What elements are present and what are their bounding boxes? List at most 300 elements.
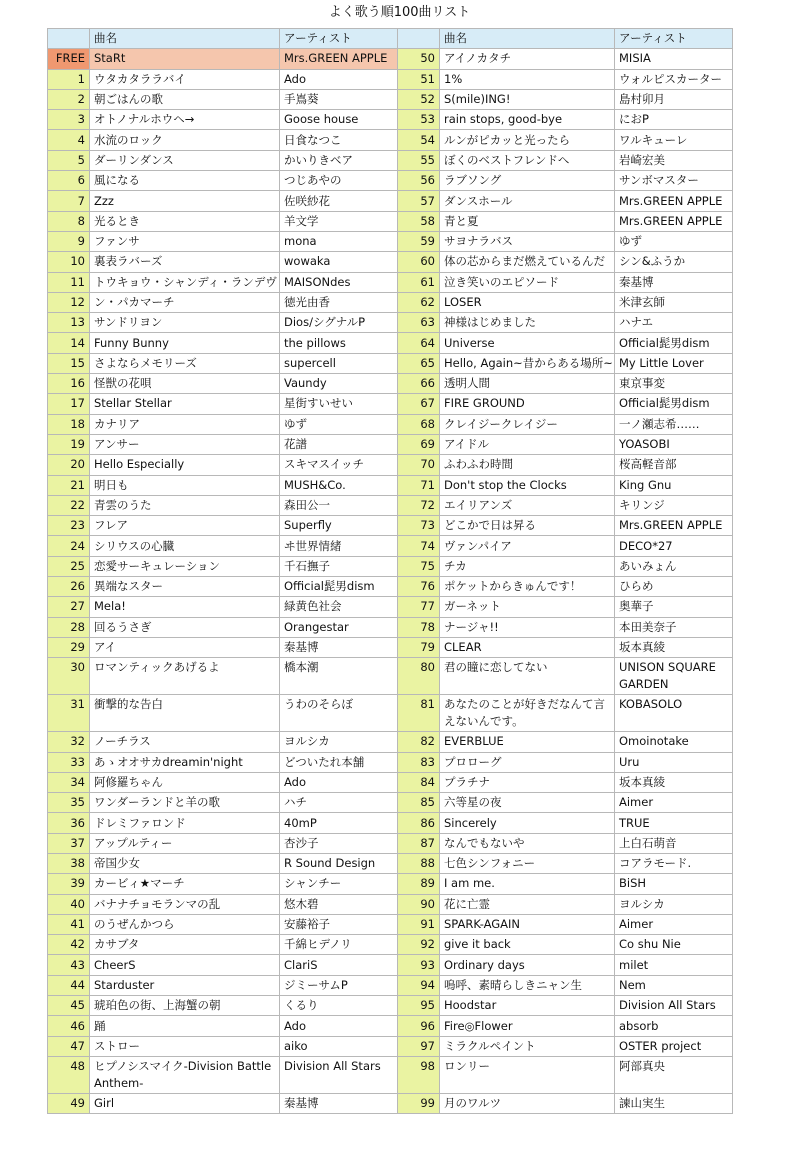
song-title-cell: StaRt (90, 49, 280, 69)
rank-number-cell: 91 (398, 914, 440, 934)
song-title-cell: CheerS (90, 955, 280, 975)
artist-cell: 上白石萌音 (615, 833, 733, 853)
artist-cell: ワルキューレ (615, 130, 733, 150)
table-row (48, 110, 733, 130)
rank-number-cell: 48 (48, 1056, 90, 1093)
rank-number-cell: 34 (48, 772, 90, 792)
rank-number-cell: 77 (398, 597, 440, 617)
song-title-cell: Fire◎Flower (440, 1016, 615, 1036)
artist-cell: ジミーサムP (280, 975, 398, 995)
rank-number-cell: 12 (48, 292, 90, 312)
rank-number-cell: 55 (398, 150, 440, 170)
table-row (48, 89, 733, 109)
song-title-cell: Stellar Stellar (90, 394, 280, 414)
rank-number-cell: 49 (48, 1093, 90, 1113)
rank-number-cell: 71 (398, 475, 440, 495)
rank-number-cell: 60 (398, 252, 440, 272)
song-title-cell-text: あなたのことが好きだなんて言えないんです。 (444, 697, 605, 729)
table-row (48, 434, 733, 454)
artist-cell: Omoinotake (615, 732, 733, 752)
artist-cell: 岩崎宏美 (615, 150, 733, 170)
song-title-cell-text: 衝撃的な告白 (94, 697, 163, 712)
song-title-cell: ワンダーランドと羊の歌 (90, 793, 280, 813)
artist-cell: supercell (280, 353, 398, 373)
rank-number-cell: 25 (48, 556, 90, 576)
song-title-cell: Funny Bunny (90, 333, 280, 353)
rank-number-cell: 97 (398, 1036, 440, 1056)
song-title-cell: 1% (440, 69, 615, 89)
song-title-cell: Hello, Again~昔からある場所~ (440, 353, 615, 373)
rank-number-cell: 24 (48, 536, 90, 556)
artist-cell: Division All Stars (615, 996, 733, 1016)
song-table (47, 28, 733, 1114)
song-title-cell: ストロー (90, 1036, 280, 1056)
song-title-cell: Mela! (90, 597, 280, 617)
rank-number-cell: 35 (48, 793, 90, 813)
song-title-cell: I am me. (440, 874, 615, 894)
artist-cell: Superfly (280, 516, 398, 536)
song-title-cell: 泣き笑いのエピソード (440, 272, 615, 292)
rank-number-cell: 86 (398, 813, 440, 833)
rank-number-cell: 52 (398, 89, 440, 109)
artist-cell (615, 658, 733, 695)
artist-cell: 悠木碧 (280, 894, 398, 914)
table-row (48, 211, 733, 231)
rank-number-cell: 99 (398, 1093, 440, 1113)
rank-number-cell: 42 (48, 935, 90, 955)
rank-number-cell: 80 (398, 658, 440, 695)
table-row (48, 772, 733, 792)
song-title-cell: 怪獣の花唄 (90, 374, 280, 394)
song-title-cell: FIRE GROUND (440, 394, 615, 414)
rank-number-cell: 43 (48, 955, 90, 975)
artist-cell: どついたれ本舗 (280, 752, 398, 772)
artist-cell: Mrs.GREEN APPLE (615, 211, 733, 231)
song-title-cell: 琥珀色の街、上海蟹の朝 (90, 996, 280, 1016)
rank-number-cell: 78 (398, 617, 440, 637)
artist-cell: 千綿ヒデノリ (280, 935, 398, 955)
rank-number-cell: 10 (48, 252, 90, 272)
rank-number-cell: 3 (48, 110, 90, 130)
artist-cell: King Gnu (615, 475, 733, 495)
song-title-cell: アイノカタチ (440, 49, 615, 69)
free-label-cell: FREE (48, 49, 90, 69)
song-title-cell: アンサー (90, 434, 280, 454)
table-row (48, 617, 733, 637)
artist-cell: Uru (615, 752, 733, 772)
header-song-cell: 曲名 (440, 29, 615, 49)
song-title-cell: 恋愛サーキュレーション (90, 556, 280, 576)
artist-cell: 一ノ瀬志希…… (615, 414, 733, 434)
song-title-cell: アップルティー (90, 833, 280, 853)
artist-cell: Aimer (615, 914, 733, 934)
artist-cell: BiSH (615, 874, 733, 894)
rank-number-cell: 45 (48, 996, 90, 1016)
song-title-cell: サンドリヨン (90, 313, 280, 333)
table-row (48, 455, 733, 475)
rank-number-cell: 41 (48, 914, 90, 934)
artist-cell: 佐咲紗花 (280, 191, 398, 211)
song-title-cell: 花に亡霊 (440, 894, 615, 914)
rank-number-cell: 93 (398, 955, 440, 975)
song-title-cell: SPARK-AGAIN (440, 914, 615, 934)
rank-number-cell: 37 (48, 833, 90, 853)
artist-cell: Official髭男dism (280, 577, 398, 597)
rank-number-cell: 76 (398, 577, 440, 597)
song-title-cell: オトノナルホウヘ→ (90, 110, 280, 130)
song-title-cell: 透明人間 (440, 374, 615, 394)
song-title-cell: ふわふわ時間 (440, 455, 615, 475)
artist-cell: 40mP (280, 813, 398, 833)
artist-cell: 秦基博 (615, 272, 733, 292)
artist-cell: かいりきベア (280, 150, 398, 170)
song-title-cell: ヴァンパイア (440, 536, 615, 556)
song-title-cell: LOSER (440, 292, 615, 312)
artist-cell-text: Division All Stars (284, 1058, 381, 1073)
artist-cell: Goose house (280, 110, 398, 130)
rank-number-cell: 98 (398, 1056, 440, 1093)
rank-number-cell: 88 (398, 853, 440, 873)
artist-cell: YOASOBI (615, 434, 733, 454)
song-title-cell: 七色シンフォニー (440, 853, 615, 873)
artist-cell: MUSH&Co. (280, 475, 398, 495)
song-title-cell-text: 君の瞳に恋してない (444, 660, 548, 675)
artist-cell: 秦基博 (280, 637, 398, 657)
rank-number-cell: 16 (48, 374, 90, 394)
song-title-cell: 帝国少女 (90, 853, 280, 873)
artist-cell: MAISONdes (280, 272, 398, 292)
table-row (48, 414, 733, 434)
table-row (48, 1036, 733, 1056)
rank-number-cell: 1 (48, 69, 90, 89)
song-title-cell (90, 1056, 280, 1093)
header-number-cell (398, 29, 440, 49)
rank-number-cell: 74 (398, 536, 440, 556)
song-title-cell: ダーリンダンス (90, 150, 280, 170)
artist-cell: 本田美奈子 (615, 617, 733, 637)
song-title-cell: 神様はじめました (440, 313, 615, 333)
artist-cell: 東京事変 (615, 374, 733, 394)
song-title-cell (440, 695, 615, 732)
artist-cell: 島村卯月 (615, 89, 733, 109)
rank-number-cell: 2 (48, 89, 90, 109)
table-row (48, 231, 733, 251)
artist-cell: Nem (615, 975, 733, 995)
table-row (48, 894, 733, 914)
rank-number-cell: 8 (48, 211, 90, 231)
artist-cell: Ado (280, 1016, 398, 1036)
artist-cell: ヰ世界情緒 (280, 536, 398, 556)
header-song-cell: 曲名 (90, 29, 280, 49)
artist-cell: wowaka (280, 252, 398, 272)
artist-cell: aiko (280, 1036, 398, 1056)
table-row (48, 272, 733, 292)
artist-cell: Orangestar (280, 617, 398, 637)
song-title-cell: CLEAR (440, 637, 615, 657)
rank-number-cell: 96 (398, 1016, 440, 1036)
table-body (48, 29, 733, 1114)
artist-cell: コアラモード. (615, 853, 733, 873)
table-row (48, 191, 733, 211)
artist-cell: くるり (280, 996, 398, 1016)
artist-cell: つじあやの (280, 171, 398, 191)
rank-number-cell: 4 (48, 130, 90, 150)
rank-number-cell: 95 (398, 996, 440, 1016)
song-title-cell: ダンスホール (440, 191, 615, 211)
song-title-cell: ン・パカマーチ (90, 292, 280, 312)
song-title-cell: シリウスの心臓 (90, 536, 280, 556)
song-title-cell: Starduster (90, 975, 280, 995)
artist-cell: 安藤裕子 (280, 914, 398, 934)
artist-cell (615, 1056, 733, 1093)
artist-cell: Dios/シグナルP (280, 313, 398, 333)
song-title-cell: トウキョウ・シャンディ・ランデヴ (90, 272, 280, 292)
page-title: よく歌う順100曲リスト (328, 5, 471, 20)
table-row (48, 577, 733, 597)
rank-number-cell: 79 (398, 637, 440, 657)
rank-number-cell: 38 (48, 853, 90, 873)
table-row-free (48, 49, 733, 69)
artist-cell: 星街すいせい (280, 394, 398, 414)
rank-number-cell: 57 (398, 191, 440, 211)
song-title-cell: ルンがピカッと光ったら (440, 130, 615, 150)
artist-cell: ハナエ (615, 313, 733, 333)
song-title-cell (90, 695, 280, 732)
artist-cell (615, 695, 733, 732)
song-title-cell: Sincerely (440, 813, 615, 833)
rank-number-cell: 30 (48, 658, 90, 695)
artist-cell: mona (280, 231, 398, 251)
artist-cell: スキマスイッチ (280, 455, 398, 475)
rank-number-cell: 90 (398, 894, 440, 914)
song-title-cell: アイドル (440, 434, 615, 454)
song-title-cell: 回るうさぎ (90, 617, 280, 637)
table-row (48, 333, 733, 353)
table-row (48, 914, 733, 934)
rank-number-cell: 36 (48, 813, 90, 833)
artist-cell: あいみょん (615, 556, 733, 576)
rank-number-cell: 53 (398, 110, 440, 130)
song-title-cell: ウタカタララバイ (90, 69, 280, 89)
song-title-cell: さよならメモリーズ (90, 353, 280, 373)
table-row (48, 516, 733, 536)
table-row (48, 394, 733, 414)
rank-number-cell: 85 (398, 793, 440, 813)
rank-number-cell: 70 (398, 455, 440, 475)
table-row (48, 955, 733, 975)
song-title-cell-text: ヒプノシスマイク-Division Battle Anthem- (94, 1058, 272, 1090)
table-header-row (48, 29, 733, 49)
song-title-cell: どこかで日は昇る (440, 516, 615, 536)
rank-number-cell: 62 (398, 292, 440, 312)
artist-cell: ハチ (280, 793, 398, 813)
table-row (48, 752, 733, 772)
artist-cell: milet (615, 955, 733, 975)
rank-number-cell: 21 (48, 475, 90, 495)
rank-number-cell: 29 (48, 637, 90, 657)
rank-number-cell: 75 (398, 556, 440, 576)
artist-cell: 花譜 (280, 434, 398, 454)
rank-number-cell: 5 (48, 150, 90, 170)
artist-cell: 桜高軽音部 (615, 455, 733, 475)
table-row (48, 935, 733, 955)
rank-number-cell: 20 (48, 455, 90, 475)
table-row (48, 171, 733, 191)
table-row (48, 475, 733, 495)
song-title-cell: 裏表ラバーズ (90, 252, 280, 272)
table-row (48, 556, 733, 576)
rank-number-cell: 31 (48, 695, 90, 732)
rank-number-cell: 22 (48, 495, 90, 515)
song-title-cell: 水流のロック (90, 130, 280, 150)
song-title-cell: ドレミファロンド (90, 813, 280, 833)
artist-cell: ヨルシカ (615, 894, 733, 914)
artist-cell (280, 695, 398, 732)
song-title-cell: プロローグ (440, 752, 615, 772)
rank-number-cell: 82 (398, 732, 440, 752)
rank-number-cell: 11 (48, 272, 90, 292)
rank-number-cell: 81 (398, 695, 440, 732)
song-title-cell: ポケットからきゅんです！ (440, 577, 615, 597)
artist-cell-text: UNISON SQUARE GARDEN (619, 660, 716, 692)
song-title-cell: ファンサ (90, 231, 280, 251)
artist-cell: ウォルピスカーター (615, 69, 733, 89)
song-title-cell: ナージャ!! (440, 617, 615, 637)
artist-cell: Co shu Nie (615, 935, 733, 955)
artist-cell: 手嶌葵 (280, 89, 398, 109)
song-title-cell: 異端なスター (90, 577, 280, 597)
rank-number-cell: 84 (398, 772, 440, 792)
artist-cell: 奥華子 (615, 597, 733, 617)
artist-cell: OSTER project (615, 1036, 733, 1056)
song-title-cell (90, 658, 280, 695)
table-row (48, 313, 733, 333)
song-title-cell: ノーチラス (90, 732, 280, 752)
artist-cell: 坂本真綾 (615, 637, 733, 657)
song-title-cell: 光るとき (90, 211, 280, 231)
song-title-cell: give it back (440, 935, 615, 955)
rank-number-cell: 26 (48, 577, 90, 597)
rank-number-cell: 15 (48, 353, 90, 373)
rank-number-cell: 94 (398, 975, 440, 995)
table-row (48, 353, 733, 373)
song-title-cell: チカ (440, 556, 615, 576)
table-row (48, 658, 733, 695)
rank-number-cell: 72 (398, 495, 440, 515)
artist-cell (280, 658, 398, 695)
song-title-cell: S(mile)ING! (440, 89, 615, 109)
artist-cell: DECO*27 (615, 536, 733, 556)
song-title-cell: フレア (90, 516, 280, 536)
rank-number-cell: 58 (398, 211, 440, 231)
artist-cell: the pillows (280, 333, 398, 353)
rank-number-cell: 39 (48, 874, 90, 894)
table-row (48, 975, 733, 995)
rank-number-cell: 40 (48, 894, 90, 914)
table-row (48, 1093, 733, 1113)
song-title-cell: あゝオオサカdreamin'night (90, 752, 280, 772)
song-title-cell: のうぜんかつら (90, 914, 280, 934)
rank-number-cell: 68 (398, 414, 440, 434)
table-row (48, 813, 733, 833)
artist-cell: キリンジ (615, 495, 733, 515)
artist-cell: My Little Lover (615, 353, 733, 373)
artist-cell: Aimer (615, 793, 733, 813)
artist-cell-text: うわのそらぼ (284, 697, 353, 712)
artist-cell: におP (615, 110, 733, 130)
artist-cell: TRUE (615, 813, 733, 833)
rank-number-cell: 9 (48, 231, 90, 251)
artist-cell: Ado (280, 772, 398, 792)
rank-number-cell: 33 (48, 752, 90, 772)
artist-cell: 森田公一 (280, 495, 398, 515)
song-title-cell: 阿修羅ちゃん (90, 772, 280, 792)
song-title-cell: なんでもないや (440, 833, 615, 853)
song-title-cell: カービィ★マーチ (90, 874, 280, 894)
artist-cell (280, 1056, 398, 1093)
song-title-cell: 体の芯からまだ燃えているんだ (440, 252, 615, 272)
artist-cell: 米津玄師 (615, 292, 733, 312)
table-row (48, 1016, 733, 1036)
artist-cell: Official髭男dism (615, 333, 733, 353)
rank-number-cell: 19 (48, 434, 90, 454)
artist-cell: 坂本真綾 (615, 772, 733, 792)
artist-cell-text: 橋本潮 (284, 660, 319, 675)
artist-cell: Mrs.GREEN APPLE (280, 49, 398, 69)
table-row (48, 597, 733, 617)
song-title-cell-text: ロンリー (444, 1058, 490, 1073)
song-title-cell: カサブタ (90, 935, 280, 955)
artist-cell: 羊文学 (280, 211, 398, 231)
artist-cell: 日食なつこ (280, 130, 398, 150)
rank-number-cell: 87 (398, 833, 440, 853)
song-title-cell: カナリア (90, 414, 280, 434)
table-row (48, 69, 733, 89)
song-title-cell: Girl (90, 1093, 280, 1113)
song-title-cell: Zzz (90, 191, 280, 211)
table-row (48, 150, 733, 170)
song-title-cell (440, 1056, 615, 1093)
artist-cell: R Sound Design (280, 853, 398, 873)
rank-number-cell: 56 (398, 171, 440, 191)
table-row (48, 130, 733, 150)
table-row (48, 833, 733, 853)
song-title-cell: rain stops, good-bye (440, 110, 615, 130)
table-row (48, 793, 733, 813)
artist-cell: Official髭男dism (615, 394, 733, 414)
song-title-cell: 嗚呼、素晴らしきニャン生 (440, 975, 615, 995)
table-row (48, 853, 733, 873)
table-row (48, 536, 733, 556)
rank-number-cell: 73 (398, 516, 440, 536)
song-title-cell: Hello Especially (90, 455, 280, 475)
song-title-cell: ガーネット (440, 597, 615, 617)
artist-cell: ゆず (280, 414, 398, 434)
artist-cell: Mrs.GREEN APPLE (615, 516, 733, 536)
artist-cell: Ado (280, 69, 398, 89)
rank-number-cell: 18 (48, 414, 90, 434)
artist-cell: ClariS (280, 955, 398, 975)
rank-number-cell: 32 (48, 732, 90, 752)
song-title-cell: ミラクルペイント (440, 1036, 615, 1056)
song-title-cell: 明日も (90, 475, 280, 495)
rank-number-cell: 27 (48, 597, 90, 617)
rank-number-cell: 17 (48, 394, 90, 414)
song-title-cell: Universe (440, 333, 615, 353)
rank-number-cell: 65 (398, 353, 440, 373)
table-row (48, 637, 733, 657)
song-title-cell: クレイジークレイジー (440, 414, 615, 434)
